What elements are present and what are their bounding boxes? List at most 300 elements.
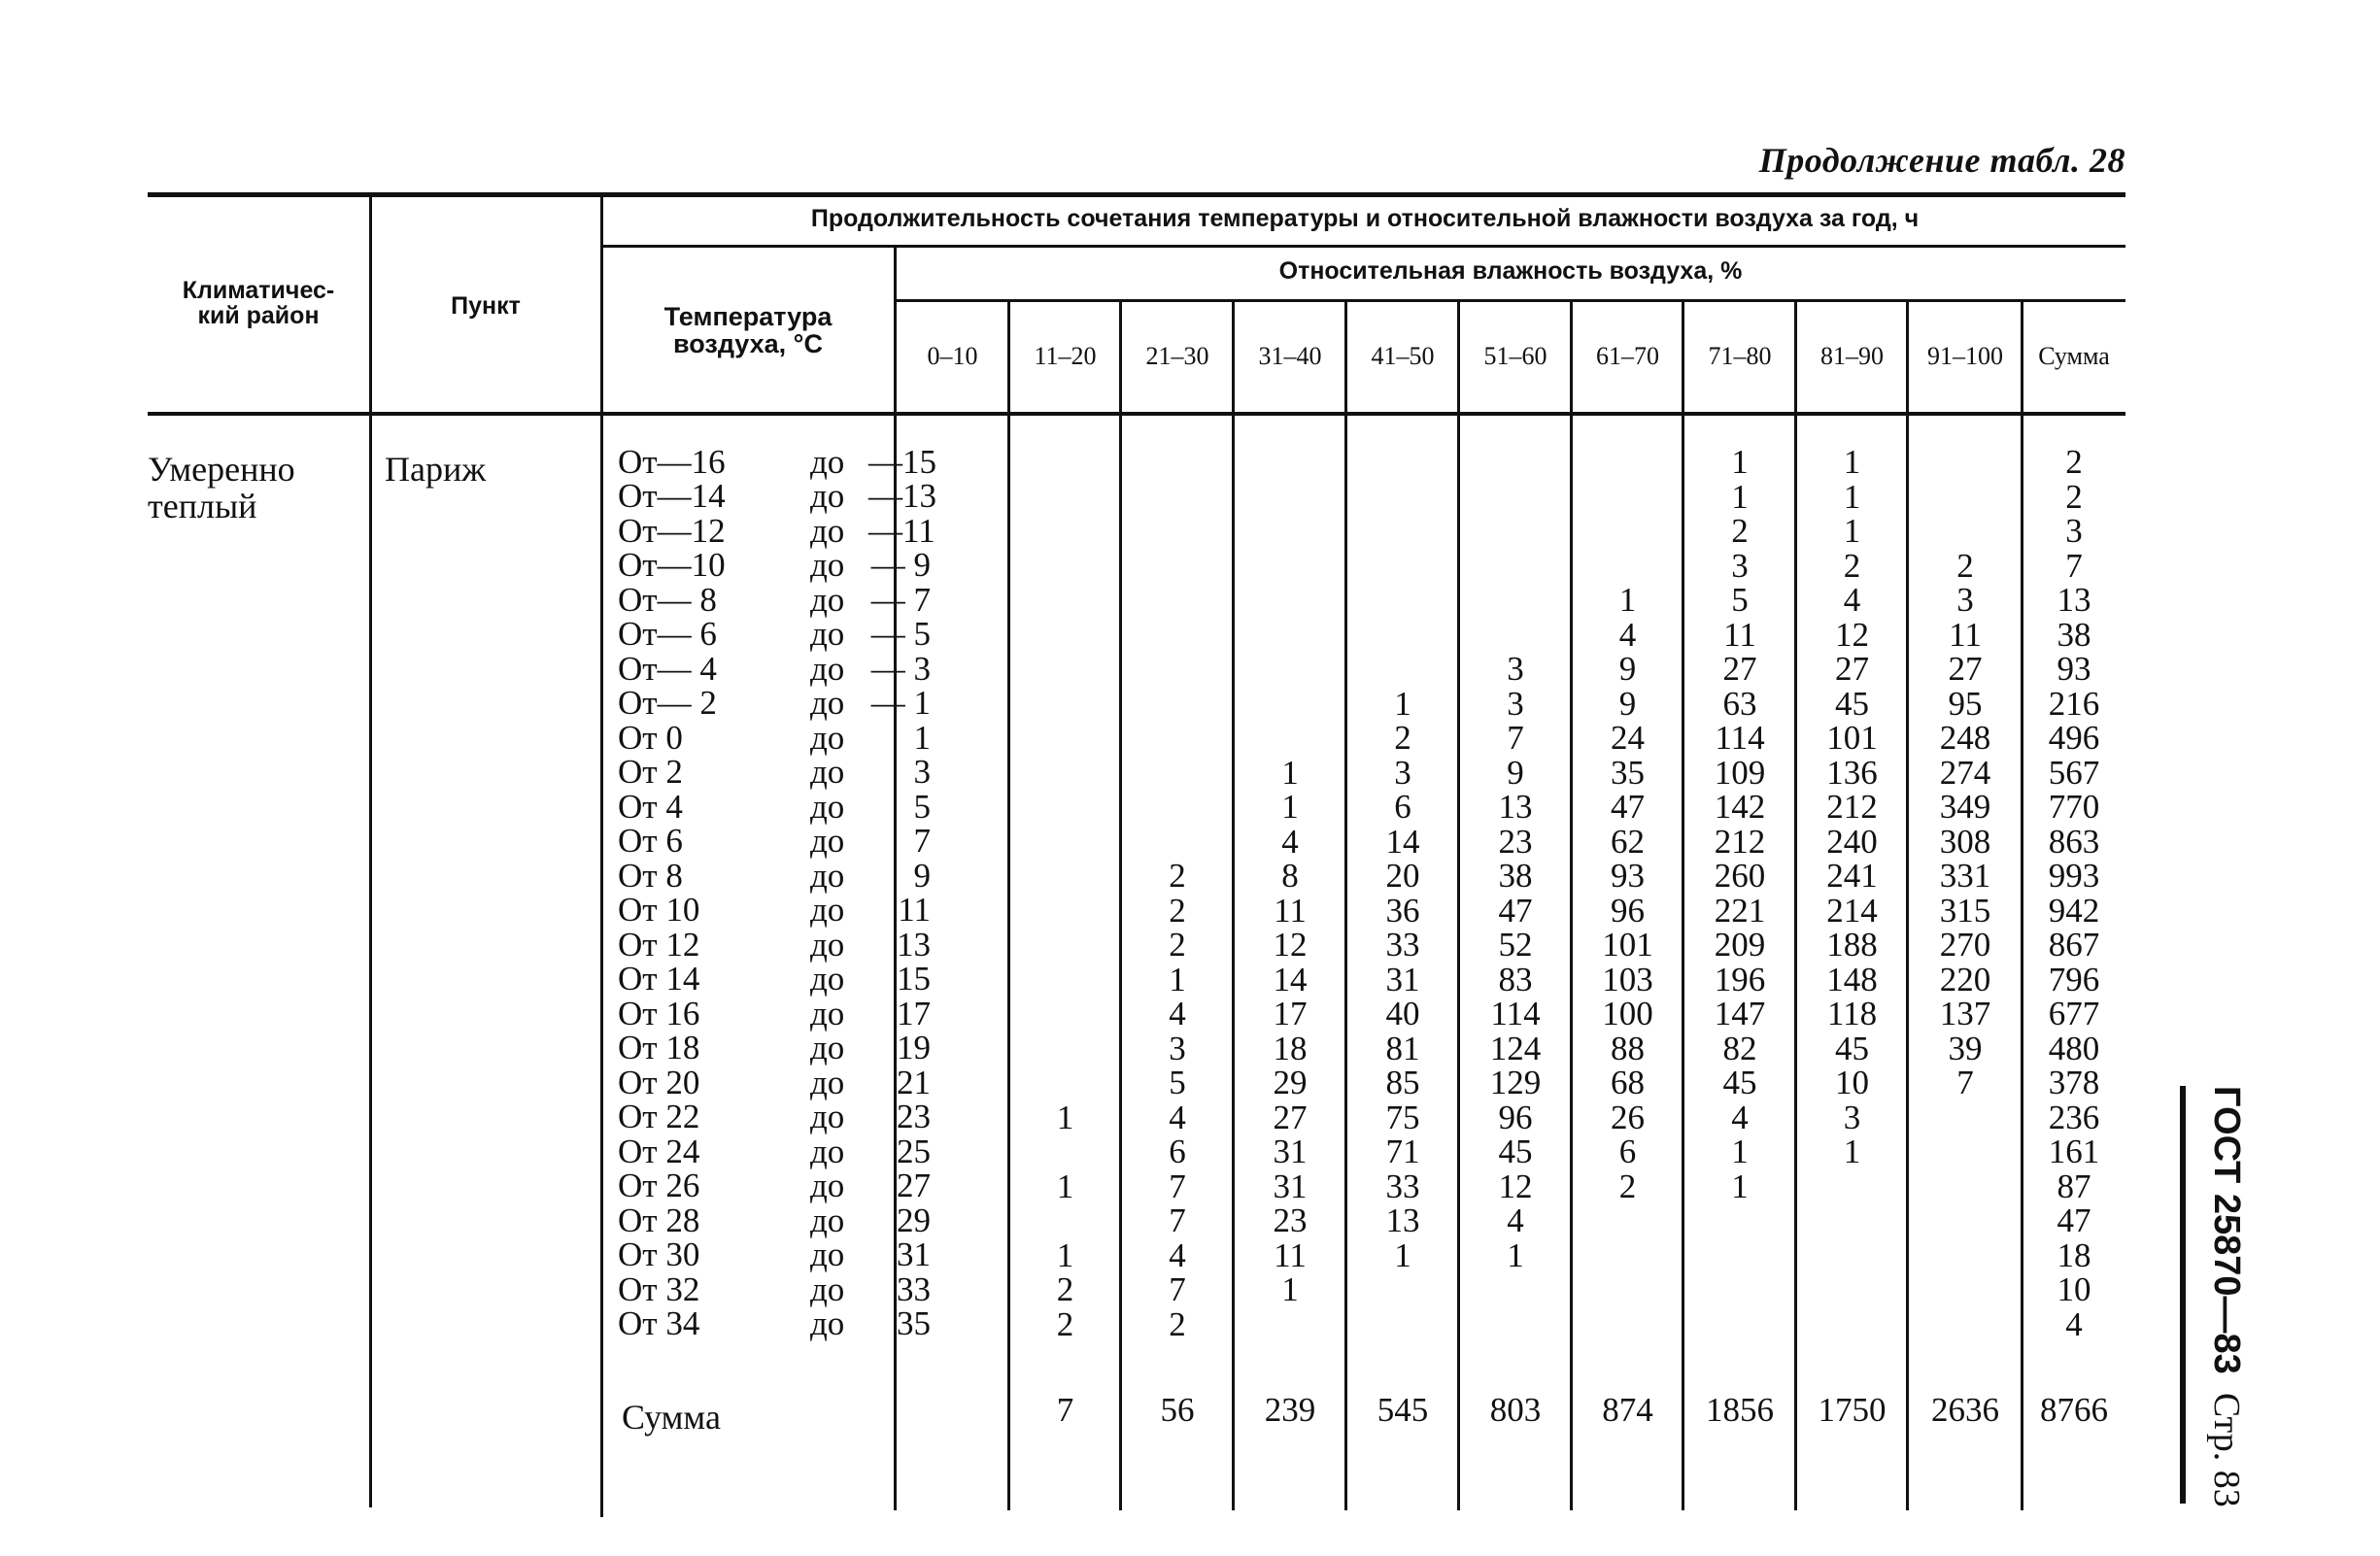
temperature-to: 15 (897, 960, 931, 998)
table-cell: 124 (1489, 1029, 1542, 1067)
table-cell: 7 (1507, 719, 1524, 757)
temperature-to: —13 (868, 477, 936, 516)
table-cell (896, 1032, 1009, 1066)
table-cell (1572, 1307, 1683, 1342)
table-cell: 147 (1714, 995, 1766, 1032)
table-cell: 11 (1723, 615, 1756, 654)
table-cell: 31 (1385, 960, 1420, 998)
table-cell: 62 (1611, 822, 1645, 861)
table-cell (1683, 1238, 1796, 1273)
table-cell (1908, 1272, 2023, 1307)
table-cell: 27 (1722, 650, 1757, 688)
table-cell (1009, 756, 1121, 791)
temperature-from: От 18 (618, 1029, 700, 1067)
temperature-from: От—14 (618, 477, 726, 516)
table-cell (1908, 1100, 2023, 1135)
table-cell (1346, 480, 1459, 515)
header-duration: Продолжительность сочетания температуры и относительной влажности воздуха за год, ч (810, 205, 1920, 232)
temperature-to: 11 (898, 891, 931, 930)
table-cell: 270 (1939, 926, 1991, 964)
value-column-3 (1234, 445, 1346, 1341)
side-label-standard: ГОСТ 25870—83 (2206, 1086, 2247, 1374)
value-column-8 (1796, 445, 1908, 1341)
temperature-range-row (618, 1100, 931, 1135)
table-cell (1009, 549, 1121, 584)
table-cell (1908, 445, 2023, 480)
table-cell (896, 514, 1009, 549)
header-climate-region-line1: Климатичес- (182, 277, 335, 304)
table-cell (896, 1238, 1009, 1273)
temperature-to: — 5 (870, 615, 931, 654)
temperature-from: От 22 (618, 1098, 700, 1136)
table-cell (1009, 687, 1121, 722)
table-cell: 45 (1498, 1133, 1533, 1170)
table-cell: 81 (1385, 1029, 1420, 1067)
temperature-to: 31 (897, 1235, 931, 1274)
table-cell: 1 (1731, 477, 1749, 516)
temperature-from: От 30 (618, 1235, 700, 1274)
table-cell: 11 (1274, 891, 1307, 930)
table-cell: 18 (2057, 1235, 2091, 1274)
range-header-5: 51–60 (1483, 342, 1547, 370)
table-cell: 6 (1169, 1133, 1186, 1170)
table-cell: 212 (1714, 822, 1766, 861)
table-cell: 2 (1956, 546, 1974, 585)
table-cell (1908, 1238, 2023, 1273)
table-cell: 96 (1498, 1098, 1533, 1136)
table-cell: 216 (2048, 684, 2100, 723)
temperature-range-row (618, 546, 931, 585)
table-cell: 567 (2048, 753, 2100, 792)
table-cell (1908, 1307, 2023, 1342)
temperature-do: до (810, 1098, 845, 1136)
table-cell: 27 (1948, 650, 1983, 688)
table-cell (1009, 825, 1121, 860)
table-cell (1346, 652, 1459, 687)
rule-region-place (369, 196, 372, 1507)
table-cell (1009, 790, 1121, 825)
temperature-from: От 4 (618, 787, 683, 826)
temperature-range-row (618, 1269, 931, 1308)
table-cell: 161 (2048, 1133, 2100, 1170)
table-cell: 2 (1618, 1167, 1637, 1205)
table-cell: 12 (1498, 1167, 1533, 1205)
table-cell (1796, 1169, 1908, 1204)
temperature-range-row (618, 994, 931, 1032)
temperature-to: 23 (897, 1098, 931, 1136)
table-cell: 63 (1722, 684, 1757, 723)
side-label (2205, 1086, 2248, 1507)
table-cell: 129 (1489, 1064, 1542, 1101)
temperature-from: От 16 (618, 994, 700, 1032)
range-header-10: Сумма (2038, 342, 2110, 370)
range-header-0: 0–10 (927, 342, 978, 370)
table-cell: 75 (1385, 1098, 1420, 1136)
table-cell (1234, 1307, 1346, 1342)
table-cell (896, 825, 1009, 860)
table-cell (1121, 583, 1234, 618)
table-cell (1121, 756, 1234, 791)
table-cell (1683, 1307, 1796, 1342)
table-cell: 1 (1056, 1235, 1074, 1274)
place-value: Париж (385, 450, 487, 489)
table-cell: 12 (1273, 926, 1308, 964)
table-cell: 1 (1507, 1235, 1524, 1274)
table-cell: 1 (1056, 1098, 1074, 1136)
table-cell: 96 (1611, 891, 1645, 930)
table-cell (1009, 1134, 1121, 1169)
sum-cell: 56 (1160, 1391, 1195, 1429)
value-column-2 (1121, 445, 1234, 1341)
temperature-from: От— 8 (618, 580, 717, 619)
value-column-7 (1683, 445, 1796, 1341)
temperature-do: до (810, 1167, 845, 1205)
table-cell: 7 (2065, 546, 2083, 585)
table-cell (896, 549, 1009, 584)
table-cell: 101 (1826, 719, 1878, 757)
table-cell (1459, 1307, 1572, 1342)
table-cell: 2 (1169, 857, 1186, 895)
temperature-range-row (618, 960, 931, 998)
table-cell (1572, 1272, 1683, 1307)
temperature-do: до (810, 994, 845, 1032)
temperature-range-row (618, 477, 936, 516)
table-cell (896, 1203, 1009, 1238)
table-cell (1459, 445, 1572, 480)
table-cell: 1 (1843, 512, 1861, 550)
temperature-do: до (810, 649, 845, 688)
sum-cell: 7 (1056, 1391, 1074, 1429)
table-cell: 31 (1273, 1167, 1308, 1205)
temperature-to: 3 (913, 753, 931, 792)
table-cell (1009, 963, 1121, 998)
table-cell: 677 (2048, 995, 2100, 1032)
table-cell: 496 (2048, 719, 2100, 757)
sum-cell: 1750 (1818, 1391, 1887, 1429)
table-cell: 1 (1281, 788, 1299, 826)
table-cell: 4 (1169, 1098, 1186, 1136)
table-cell: 4 (1507, 1201, 1524, 1239)
temperature-do: до (810, 1269, 845, 1308)
table-cell (1908, 480, 2023, 515)
temperature-ranges (618, 442, 936, 1343)
table-cell: 11 (1949, 615, 1982, 654)
value-column-6 (1572, 445, 1683, 1341)
table-cell (896, 721, 1009, 756)
table-cell (1346, 445, 1459, 480)
table-cell: 260 (1714, 857, 1766, 895)
temperature-do: до (810, 718, 845, 757)
table-cell (896, 1134, 1009, 1169)
temperature-to: 17 (897, 994, 931, 1032)
table-cell: 349 (1939, 788, 1991, 826)
temperature-do: до (810, 511, 845, 550)
table-cell: 14 (1273, 960, 1308, 998)
table-cell: 45 (1835, 684, 1869, 723)
table-cell (1346, 618, 1459, 653)
temperature-do: до (810, 856, 845, 895)
temperature-to: 13 (897, 925, 931, 964)
table-cell: 33 (1385, 926, 1420, 964)
table-cell: 770 (2048, 788, 2100, 826)
table-cell: 29 (1273, 1064, 1308, 1101)
table-cell (1009, 652, 1121, 687)
value-column-10 (2023, 445, 2125, 1341)
temperature-do: до (810, 1132, 845, 1170)
temperature-range-row (618, 718, 931, 757)
side-rule (2180, 1086, 2186, 1504)
table-cell: 240 (1826, 822, 1878, 861)
table-cell: 109 (1714, 753, 1766, 792)
table-cell (896, 1169, 1009, 1204)
temperature-to: — 9 (870, 546, 931, 585)
temperature-to: —15 (868, 442, 936, 481)
table-cell: 4 (1281, 822, 1299, 861)
table-cell: 1 (1056, 1167, 1074, 1205)
temperature-do: до (810, 891, 845, 930)
table-cell: 93 (2057, 650, 2091, 688)
table-cell: 27 (1273, 1098, 1308, 1136)
temperature-from: От 6 (618, 822, 683, 861)
table-cell: 4 (1169, 1235, 1186, 1274)
humidity-rule (896, 299, 2125, 302)
table-cell: 3 (1507, 684, 1524, 723)
table-cell (1009, 514, 1121, 549)
table-cell (896, 480, 1009, 515)
table-cell: 13 (1385, 1201, 1420, 1239)
duration-rule (602, 245, 2125, 248)
table-cell: 47 (1498, 891, 1533, 930)
table-cell (1459, 514, 1572, 549)
table-cell: 14 (1385, 822, 1420, 861)
table-cell: 867 (2048, 926, 2100, 964)
table-cell: 1 (1618, 581, 1637, 619)
sum-cell: 545 (1377, 1391, 1429, 1429)
table-cell: 214 (1826, 891, 1878, 930)
table-cell (1009, 997, 1121, 1032)
table-cell: 241 (1826, 857, 1878, 895)
table-cell: 1 (1731, 1133, 1749, 1170)
temperature-from: От 20 (618, 1063, 700, 1101)
value-column-4 (1346, 445, 1459, 1341)
value-column-1 (1009, 445, 1121, 1341)
table-cell (1346, 549, 1459, 584)
table-cell (1009, 928, 1121, 963)
table-cell: 7 (1169, 1167, 1186, 1205)
table-cell (1009, 618, 1121, 653)
table-cell: 9 (1618, 684, 1637, 723)
table-cell (1121, 445, 1234, 480)
table-cell: 3 (1731, 546, 1749, 585)
temperature-do: до (810, 1201, 845, 1239)
temperature-to: 9 (913, 856, 931, 895)
temperature-from: От 2 (618, 753, 683, 792)
temperature-to: — 3 (870, 649, 931, 688)
table-cell: 47 (2057, 1201, 2091, 1239)
sum-cell: 239 (1264, 1391, 1316, 1429)
table-cell: 331 (1939, 857, 1991, 895)
table-cell (1346, 1307, 1459, 1342)
table-cell (1234, 549, 1346, 584)
table-cell: 5 (1731, 581, 1749, 619)
table-cell (1796, 1238, 1908, 1273)
table-cell (1572, 445, 1683, 480)
temperature-do: до (810, 1029, 845, 1067)
temperature-range-row (618, 1169, 931, 1204)
table-cell: 1 (1281, 753, 1299, 792)
table-cell: 796 (2048, 960, 2100, 998)
temperature-range-row (618, 580, 931, 619)
table-cell: 23 (1498, 822, 1533, 861)
header-temperature-line2: воздуха, °C (673, 329, 823, 359)
table-cell: 88 (1611, 1029, 1645, 1067)
temperature-range-row (618, 1063, 931, 1101)
temperature-range-row (618, 442, 936, 481)
table-cell: 1 (1843, 477, 1861, 516)
temperature-from: От 12 (618, 925, 700, 964)
table-cell (896, 756, 1009, 791)
sum-label: Сумма (622, 1398, 721, 1437)
temperature-from: От— 6 (618, 615, 717, 654)
table-cell (1908, 1203, 2023, 1238)
temperature-do: до (810, 615, 845, 654)
table-cell (1234, 480, 1346, 515)
table-cell: 2 (1169, 891, 1186, 930)
table-cell: 1 (1281, 1270, 1299, 1308)
table-cell (1572, 1203, 1683, 1238)
temperature-do: до (810, 442, 845, 481)
table-cell: 1 (1731, 443, 1749, 481)
table-cell (1009, 583, 1121, 618)
table-cell: 31 (1273, 1133, 1308, 1170)
table-cell: 18 (1273, 1029, 1308, 1067)
continuation-title: Продолжение табл. 28 (1758, 141, 2125, 180)
table-cell: 20 (1385, 857, 1420, 895)
range-header-7: 71–80 (1708, 342, 1772, 370)
temperature-from: От 24 (618, 1132, 700, 1170)
table-cell: 95 (1948, 684, 1983, 723)
table-cell: 33 (1385, 1167, 1420, 1205)
table-cell: 23 (1273, 1201, 1308, 1239)
table-cell: 2 (1056, 1270, 1074, 1308)
temperature-from: От 14 (618, 960, 700, 998)
table-cell (1121, 687, 1234, 722)
header-climate-region-line2: кий район (197, 302, 320, 330)
temperature-from: От 26 (618, 1167, 700, 1205)
temperature-to: 19 (897, 1029, 931, 1067)
table-cell (1121, 721, 1234, 756)
table-cell: 2 (1843, 546, 1861, 585)
table-cell (896, 1100, 1009, 1135)
table-cell (1009, 445, 1121, 480)
temperature-from: От— 2 (618, 684, 717, 723)
table-cell: 40 (1385, 995, 1420, 1032)
table-cell: 24 (1611, 719, 1645, 757)
table-cell: 236 (2048, 1098, 2100, 1136)
table-cell: 114 (1715, 719, 1765, 757)
temperature-range-row (618, 684, 931, 723)
temperature-range-row (618, 511, 935, 550)
temperature-from: От 28 (618, 1201, 700, 1239)
table-cell (896, 1307, 1009, 1342)
temperature-to: 21 (897, 1063, 931, 1101)
sum-cell: 2636 (1931, 1391, 1999, 1429)
table-cell: 480 (2048, 1029, 2100, 1067)
temperature-to: — 7 (870, 580, 931, 619)
table-cell (1009, 480, 1121, 515)
table-cell (896, 1272, 1009, 1307)
temperature-to: 27 (897, 1167, 931, 1205)
temperature-do: до (810, 580, 845, 619)
table-cell (1009, 1066, 1121, 1100)
table-cell: 2 (1056, 1304, 1074, 1343)
table-cell: 1 (1843, 443, 1861, 481)
table-cell: 188 (1826, 926, 1878, 964)
temperature-do: до (810, 1304, 845, 1343)
temperature-to: 33 (897, 1269, 931, 1308)
header-temperature (612, 303, 884, 358)
table-cell: 315 (1939, 891, 1991, 930)
table-cell: 4 (1618, 615, 1637, 654)
sum-cell: 874 (1602, 1391, 1653, 1429)
table-cell (1796, 1203, 1908, 1238)
table-cell (896, 997, 1009, 1032)
table-cell (896, 859, 1009, 894)
table-cell: 1 (1394, 684, 1411, 723)
table-cell (1009, 1203, 1121, 1238)
table-cell: 220 (1939, 960, 1991, 998)
header-temperature-line1: Температура (663, 302, 833, 331)
table-cell: 942 (2048, 891, 2100, 930)
table-cell: 196 (1714, 960, 1766, 998)
range-header-4: 41–50 (1371, 342, 1435, 370)
table-cell (896, 963, 1009, 998)
table-cell: 4 (1731, 1098, 1749, 1136)
table-cell: 68 (1611, 1064, 1645, 1101)
table-cell: 136 (1826, 753, 1878, 792)
table-cell (1121, 514, 1234, 549)
table-cell: 137 (1939, 995, 1991, 1032)
table-cell (896, 687, 1009, 722)
temperature-range-row (618, 856, 931, 895)
temperature-to: 35 (897, 1304, 931, 1343)
table-cell: 26 (1611, 1098, 1645, 1136)
temperature-to: 7 (913, 822, 931, 861)
side-label-page: Стр. 83 (2206, 1392, 2247, 1507)
temperature-do: до (810, 684, 845, 723)
table-cell: 221 (1714, 891, 1766, 930)
table-cell (1009, 894, 1121, 929)
table-cell: 2 (1169, 926, 1186, 964)
table-cell: 114 (1490, 995, 1541, 1032)
value-column-5 (1459, 445, 1572, 1341)
temperature-to: —11 (868, 511, 935, 550)
table-cell: 39 (1948, 1029, 1983, 1067)
temperature-range-row (618, 822, 931, 861)
temperature-from: От 0 (618, 718, 683, 757)
temperature-range-row (618, 1134, 931, 1169)
table-cell (1459, 549, 1572, 584)
table-cell: 863 (2048, 822, 2100, 861)
table-cell: 9 (1507, 753, 1524, 792)
temperature-from: От 8 (618, 856, 683, 895)
temperature-do: до (810, 960, 845, 998)
header-climate-region (155, 278, 361, 329)
climate-region-value (148, 451, 361, 524)
table-cell: 10 (2057, 1270, 2091, 1308)
temperature-range-row (618, 1029, 931, 1067)
table-cell (896, 618, 1009, 653)
